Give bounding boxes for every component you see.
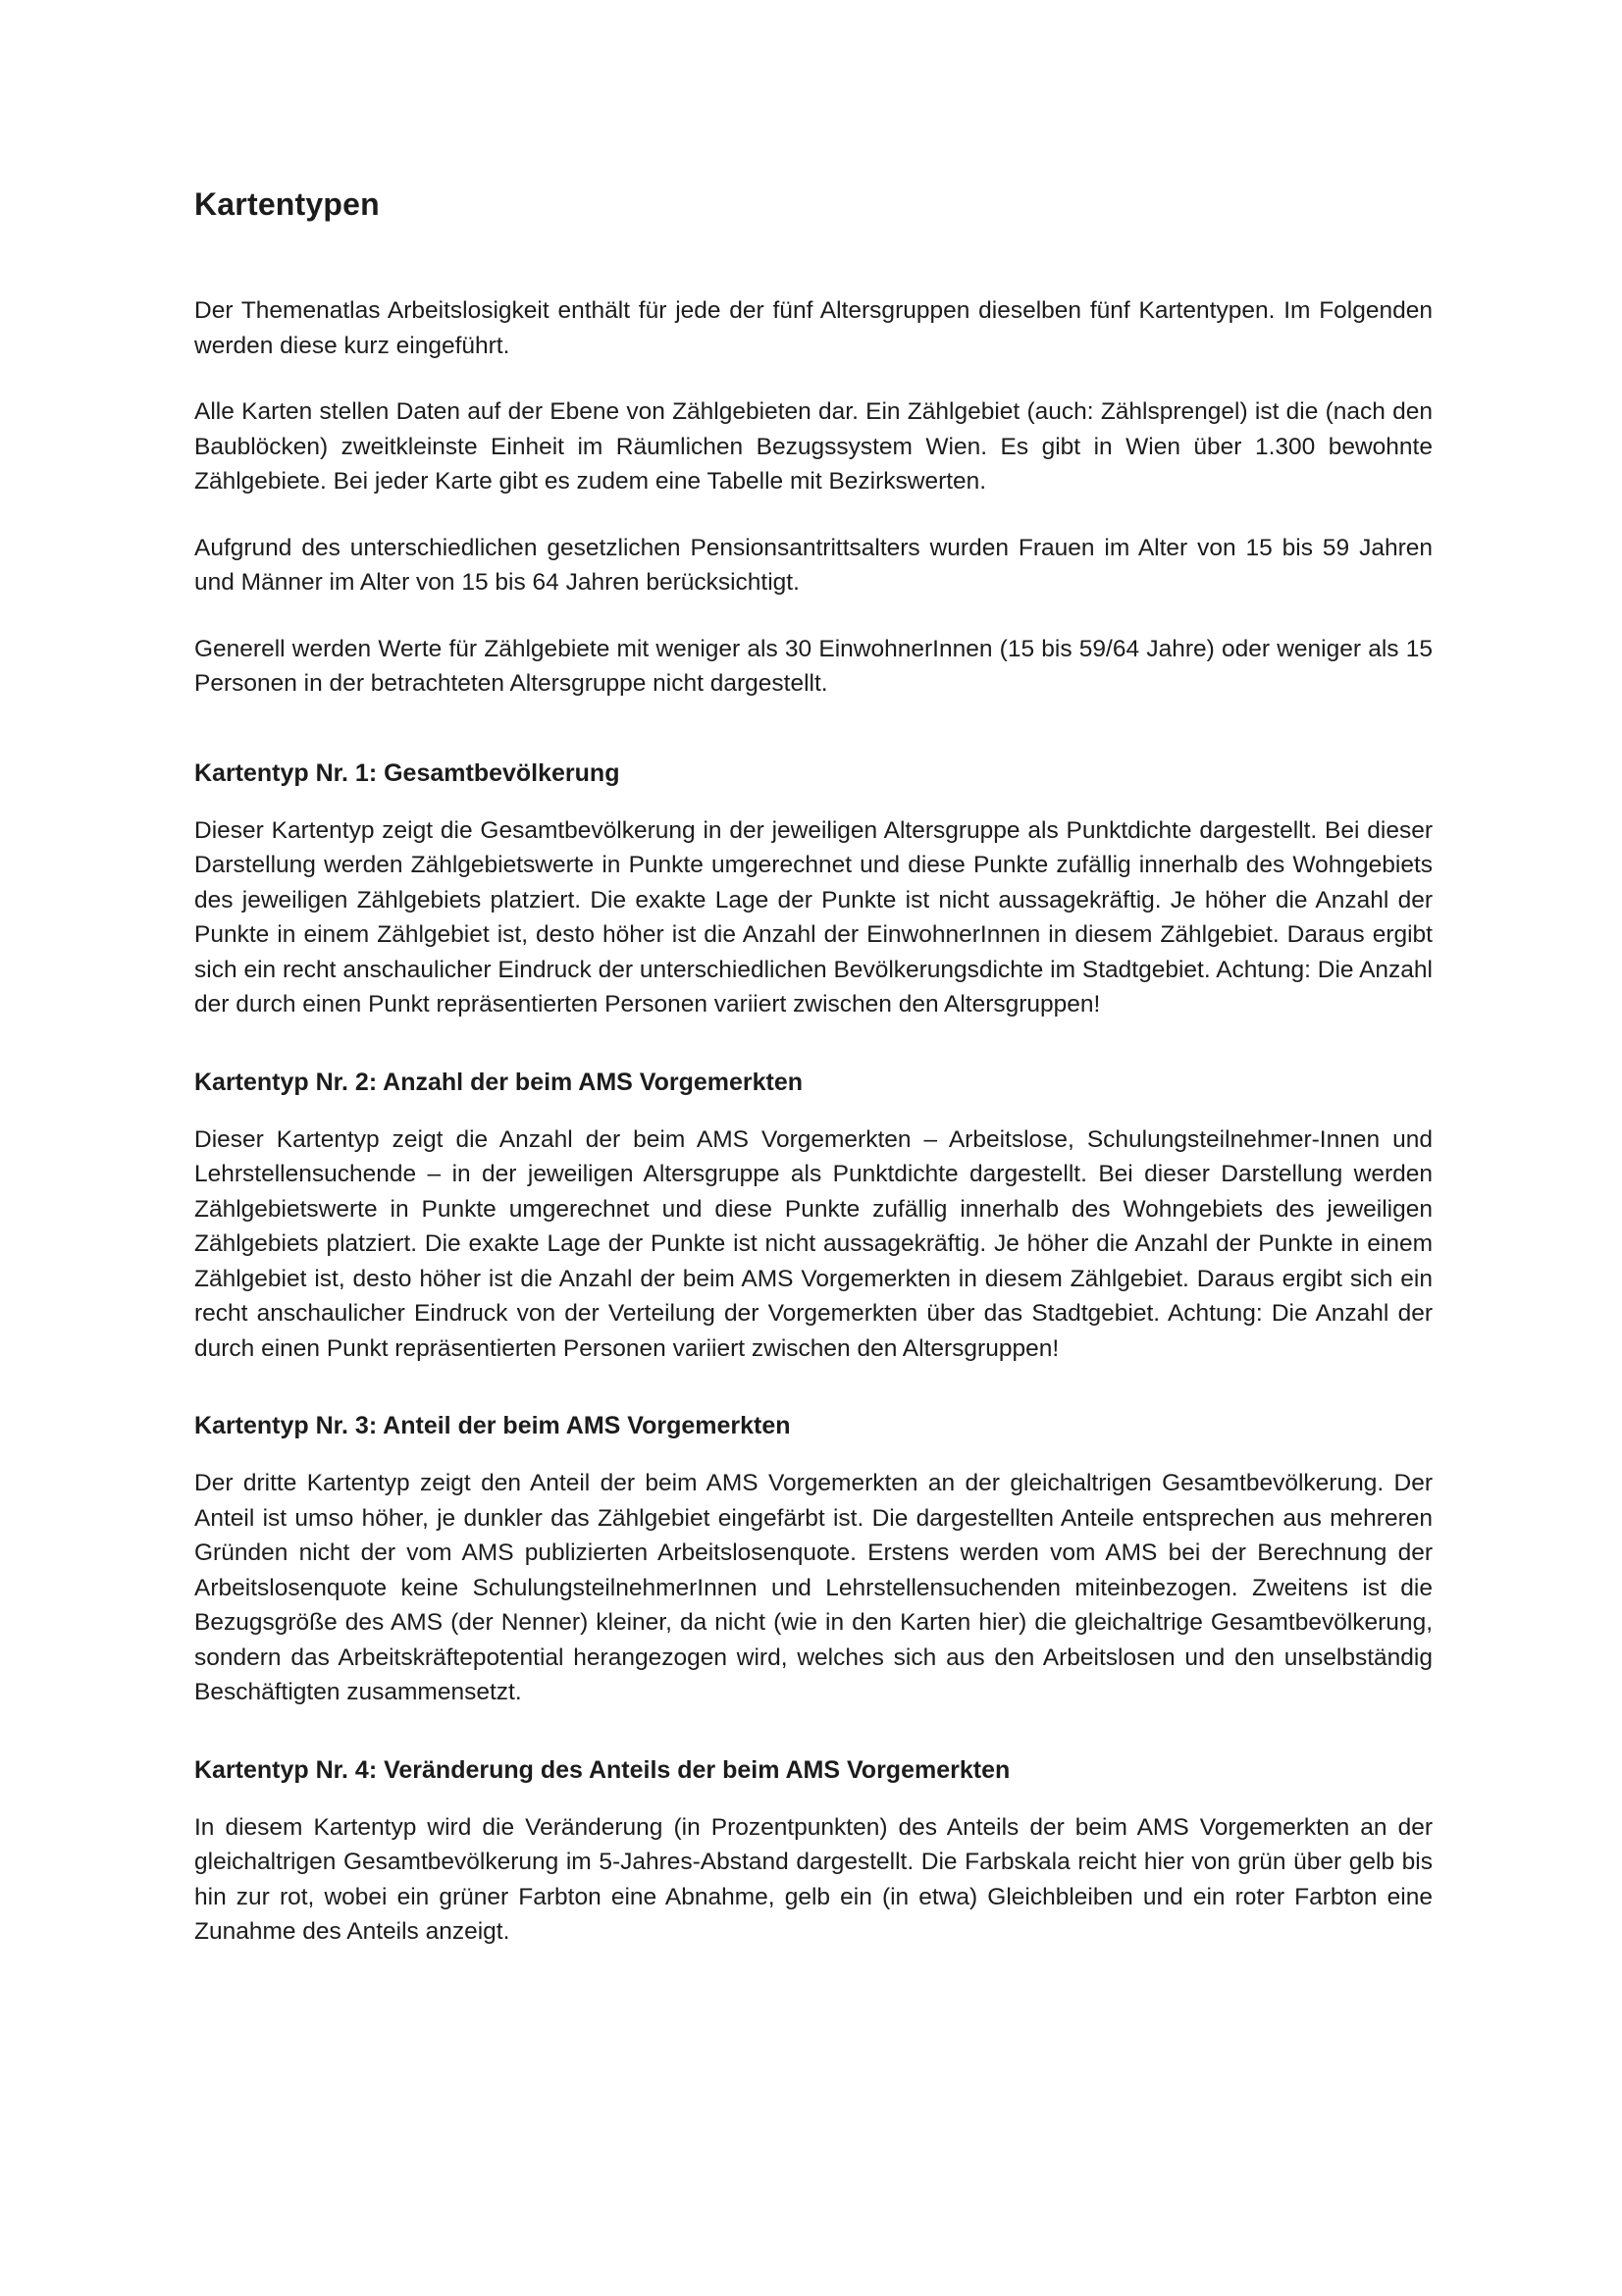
- section-heading-kartentyp-3: Kartentyp Nr. 3: Anteil der beim AMS Vorgemerkten: [194, 1412, 791, 1439]
- intro-paragraph-4: Generell werden Werte für Zählgebiete mit weniger als 30 EinwohnerInnen (15 bis 59/64 Jahre) oder weniger als 15 Personen in der betrachteten Altersgruppe nicht dargestellt.: [194, 635, 1433, 697]
- section-heading-kartentyp-2: Kartentyp Nr. 2: Anzahl der beim AMS Vorgemerkten: [194, 1068, 804, 1096]
- section-heading-kartentyp-4: Kartentyp Nr. 4: Veränderung des Anteils der beim AMS Vorgemerkten: [194, 1755, 1011, 1784]
- section-text-kartentyp-1: Dieser Kartentyp zeigt die Gesamtbevölkerung in der jeweiligen Altersgruppe als Punktdichte dargestellt. Bei dieser Darstellung werden Zählgebietswerte in Punkte umgerechnet und diese Punkte zufällig innerhalb des Wohngebiets des jeweiligen Zählgebiets platziert. Die exakte Lage der Punkte ist nicht aussagekräftig. Je höher die Anzahl der Punkte in einem Zählgebiet ist, desto höher ist die Anzahl der EinwohnerInnen in diesem Zählgebiet. Daraus ergibt sich ein recht anschaulicher Eindruck der unterschiedlichen Bevölkerungsdichte im Stadtgebiet. Achtung: Die Anzahl der durch einen Punkt repräsentierten Personen variiert zwischen den Altersgruppen!: [194, 816, 1433, 1018]
- intro-paragraph-2: Alle Karten stellen Daten auf der Ebene von Zählgebieten dar. Ein Zählgebiet (auch: Zählsprengel) ist die (nach den Baublöcken) zweitkleinste Einheit im Räumlichen Bezugssystem Wien. Es gibt in Wien über 1.300 bewohnte Zählgebiete. Bei jeder Karte gibt es zudem eine Tabelle mit Bezirkswerten.: [194, 398, 1433, 495]
- intro-paragraph-1: Der Themenatlas Arbeitslosigkeit enthält für jede der fünf Altersgruppen dieselben fünf Kartentypen. Im Folgenden werden diese kurz eingeführt.: [194, 297, 1433, 359]
- document-title: Kartentypen: [194, 186, 380, 222]
- section-text-kartentyp-4: In diesem Kartentyp wird die Veränderung (in Prozentpunkten) des Anteils der beim AMS Vorgemerkten an der gleichaltrigen Gesamtbevölkerung im 5-Jahres-Abstand dargestellt. Die Farbskala reicht hier von grün über gelb bis hin zur rot, wobei ein grüner Farbton eine Abnahme, gelb ein (in etwa) Gleichbleiben und ein roter Farbton eine Zunahme des Anteils anzeigt.: [194, 1813, 1433, 1945]
- section-heading-kartentyp-1: Kartentyp Nr. 1: Gesamtbevölkerung: [194, 758, 620, 787]
- section-text-kartentyp-3: Der dritte Kartentyp zeigt den Anteil der beim AMS Vorgemerkten an der gleichaltrigen Gesamtbevölkerung. Der Anteil ist umso höher, je dunkler das Zählgebiet eingefärbt ist. Die dargestellten Anteile entsprechen aus mehreren Gründen nicht der vom AMS publizierten Arbeitslosenquote. Erstens werden vom AMS bei der Berechnung der Arbeitslosenquote keine SchulungsteilnehmerInnen und Lehrstellensuchenden miteinbezogen. Zweitens ist die Bezugsgröße des AMS (der Nenner) kleiner, da nicht (wie in den Karten hier) die gleichaltrige Gesamtbevölkerung, sondern das Arbeitskräftepotential herangezogen wird, welches sich aus den Arbeitslosen und den unselbständig Beschäftigten zusammensetzt.: [194, 1470, 1433, 1705]
- section-text-kartentyp-2: Dieser Kartentyp zeigt die Anzahl der beim AMS Vorgemerkten – Arbeitslose, Schulungsteilnehmer-Innen und Lehrstellensuchende – in der jeweiligen Altersgruppe als Punktdichte dargestellt. Bei dieser Darstellung werden Zählgebietswerte in Punkte umgerechnet und diese Punkte zufällig innerhalb des Wohngebiets des jeweiligen Zählgebiets platziert. Die exakte Lage der Punkte ist nicht aussagekräftig. Je höher die Anzahl der Punkte in einem Zählgebiet ist, desto höher ist die Anzahl der beim AMS Vorgemerkten in diesem Zählgebiet. Daraus ergibt sich ein recht anschaulicher Eindruck von der Verteilung der Vorgemerkten über das Stadtgebiet. Achtung: Die Anzahl der durch einen Punkt repräsentierten Personen variiert zwischen den Altersgruppen!: [194, 1125, 1433, 1362]
- document-page: [194, 186, 1433, 1981]
- intro-paragraph-3: Aufgrund des unterschiedlichen gesetzlichen Pensionsantrittsalters wurden Frauen im Alter von 15 bis 59 Jahren und Männer im Alter von 15 bis 64 Jahren berücksichtigt.: [194, 534, 1433, 596]
